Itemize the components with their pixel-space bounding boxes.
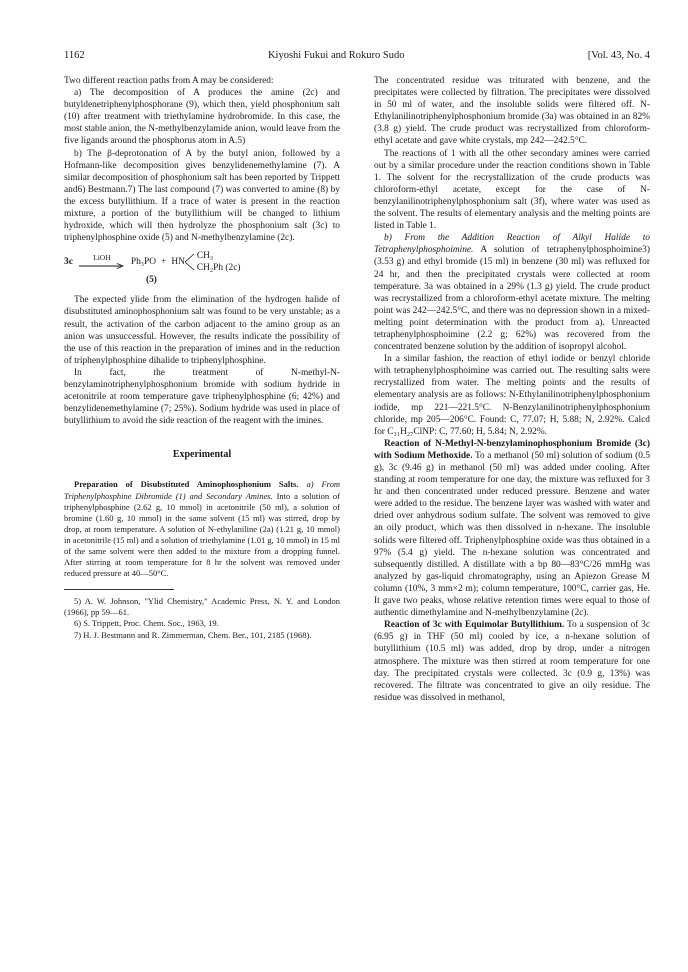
reference-item: 7) H. J. Bestmann and R. Zimmerman, Chem. Ber., 101, 2185 (1968).	[74, 629, 312, 640]
paragraph: In fact, the treatment of N-methyl-N-benzylaminotriphenylphosphonium bromide with sodium hydride in acetonitrile at room temperature gave triphenylphosphine (6; 42%) and benzylidenemethylamine (7; 25%). Sodium hydride was used in place of butyllithium to avoid the side reaction of the reagent with the imines.	[64, 367, 340, 427]
amine-nitrogen: HN	[171, 257, 185, 268]
paragraph-text: To a suspension of 3c (6.95 g) in THF (50 ml) cooled by ice, a n-hexane solution of butyllithium (10.5 ml) was added, drop by drop, under a nitrogen atmosphere. The mixture was then stirred at room temperature for one day. The precipitated crystals were collected. 3c (0.9 g, 13%) was recovered. The filtrate was concentrated to give an oily residue. The residue was dissolved in methanol,	[374, 620, 650, 703]
item-label: a)	[74, 88, 82, 99]
right-column	[374, 75, 650, 704]
paragraph-text: Into a solution of triphenylphosphine (2.62 g, 10 mmol) in acetonitrile (50 ml), a solution of bromine (1.60 g, 10 mmol) in the same solvent (15 ml) was stirred, drop by drop, at room temperature. A solution of N-ethylaniline (2a) (1.21 g, 10 mmol) in acetonitrile (15 ml) and a solution of triethylamine (1.01 g, 10 mmol) in 15 ml of the same solvent were then added to the mixture from a dropping funnel. After stirring at room temperature for 8 hr the solvent was removed under reduced pressure at 40—50°C.	[64, 490, 341, 579]
reaction-arrow	[79, 254, 125, 270]
running-head	[64, 50, 650, 61]
run-in-heading: Reaction of N-Methyl-N-benzylaminophosphonium Bromide (3c) with Sodium Methoxide.	[374, 438, 650, 461]
references	[64, 596, 340, 640]
paragraph: The concentrated residue was triturated with benzene, and the precipitates were collected by filtration. The precipitates were dissolved in 50 ml of water, and the insoluble solids were filtered off. N-Ethylanilinotriphenylphosphonium bromide (3a) was obtained in an 82% (3.8 g) yield. The crude product was recrystallized from chloroform-ethyl acetate and gave white crystals, mp 242—242.5°C.	[374, 76, 650, 147]
run-in-heading: Reaction of 3c with Equimolar Butyllithium.	[384, 620, 565, 631]
footnote-rule	[64, 589, 174, 590]
paragraph: The reactions of 1 with all the other secondary amines were carried out by a similar procedure under the reaction conditions shown in Table 1. The solvent for the recrystallization of the crude products was chloroform-ethyl acetate, except for the case of N-benzylanilinotriphenylphosphonium salt (3f), where water was used as the solvent. The results of elementary analysis and the melting points are listed in Table 1.	[374, 148, 650, 232]
run-in-heading: Preparation of Disubstituted Aminophosphonium Salts.	[74, 479, 299, 490]
reaction-scheme	[64, 250, 340, 286]
two-column-body	[64, 75, 650, 704]
amine-bonds	[185, 251, 195, 273]
paragraph-text: The decomposition of A produces the amine (2c) and butyldenetriphenylphosphorane (9), which then, yield phosphonium salt (10) after treatment with triethylamine hydrobromide. In this case, the most stable anion, the N-methylbenzylamide anion, would leave from the five ligands around the phosphorus atom in A.5)	[64, 88, 340, 147]
left-column	[64, 75, 340, 704]
scheme-label: (5)	[146, 275, 157, 286]
paragraph	[64, 87, 340, 147]
subheading: a) From Triphenylphosphine Dibromide (1) and Secondary Amines.	[64, 479, 341, 501]
scheme-reactant: 3c	[64, 257, 73, 268]
reference-item: 6) S. Trippett, Proc. Chem. Soc., 1963, 19.	[74, 618, 219, 629]
paragraph: In a similar fashion, the reaction of ethyl iodide or benzyl chloride with tetraphenylphosphoimine was carried out. The resulting salts were recrystallized from water. The melting points and the results of elementary analysis are as follows: N-Ethylanilinotriphenylphosphonium iodide, mp 221—221.5°C. N-Benzylanilinotriphenylphosphonium chloride, mp 205—206°C. Found: C, 77.07; H, 5.88; N, 2.92%. Calcd for C₃₁H₂₇ClNP: C, 77.60; H, 5.84; N, 2.92%.	[374, 354, 650, 437]
page-number: 1162	[64, 50, 85, 61]
paragraph: The expected ylide from the elimination of the hydrogen halide of disubstituted aminophosphonium salt was found to be very unstable; as a result, the activation of the carbon adjacent to the amino group as an anion was unsuccessful. However, the results indicate the possibility of the use of this reaction in the preparation of imines and in the reduction of triphenylphosphine dihalide to triphenylphosphine.	[64, 295, 340, 366]
paragraph-text: A solution of tetraphenylphosphoimine3) (3.53 g) and ethyl bromide (15 ml) in benzene (30 ml) was refluxed for 24 hr, and then the precipitated crystals were collected at room temperature. 3a was obtained in a 29% (1.3 g) yield. The crude product was recrystallized from a chloroform-ethyl acetate mixture. The melting point was 242—242.5°C, and there was no depression shown in a mixed-melting point determination with the product from a). Unreacted tetraphenylphosphoimine (2.2 g; 62%) was recovered from the concentrated benzene solution by the addition of isopropyl alcohol.	[374, 245, 650, 353]
paragraph	[64, 479, 340, 579]
paragraph	[64, 148, 340, 245]
item-label: b)	[74, 148, 82, 159]
scheme-plus: +	[161, 257, 167, 268]
paragraph	[374, 619, 650, 704]
paragraph	[374, 232, 650, 353]
running-head-authors: Kiyoshi Fukui and Rokuro Sudo	[267, 50, 405, 61]
volume-issue: [Vol. 43, No. 4	[587, 50, 650, 61]
reference-item: 5) A. W. Johnson, "Ylid Chemistry," Academic Press, N. Y. and London (1966), pp 59—61.	[64, 596, 340, 618]
scheme-product-oxide: Ph₃PO	[130, 257, 157, 268]
scheme-product-amine	[171, 250, 240, 274]
scheme-reagent: LiOH	[93, 253, 111, 263]
paragraph: Two different reaction paths from A may be considered:	[64, 76, 274, 86]
subheading: b) From the Addition Reaction of Alkyl Halide to Tetraphenylphosphoimine.	[374, 233, 650, 256]
paragraph	[374, 438, 650, 619]
section-heading: Experimental	[172, 449, 232, 461]
amine-substituent: CH₂Ph (2c)	[196, 263, 241, 274]
paragraph-text: The β-deprotonation of A by the butyl anion, followed by a Hofmann-like decomposition gives benzylidenemethylamine (7). A similar decomposition of phosphonium salt has been reported by Trippett and6) Bestmann.7) The last compound (7) was converted to amine (8) by the excess butyllithium. If a trace of water is present in the reaction mixture, a portion of the butyllithium will be changed to lithium hydroxide, which will then hydrolyze the phosphonium salt (3c) to triphenylphosphine oxide (5) and N-methylbenzylamine (2c).	[64, 148, 340, 244]
amine-substituent: CH₃	[196, 251, 214, 262]
arrow-icon	[79, 262, 125, 270]
paragraph-text: To a methanol (50 ml) solution of sodium (0.5 g), 3c (9.46 g) in methanol (50 ml) was added under cooling. After standing at room temperature for one day, the mixture was refluxed for 3 hr and then concentrated under reduced pressure. Benzene and water were added to the residue. The benzene layer was washed with water and dried over anhydrous sodium sulfate. The solvent was removed to give an oily product, which was then dissolved in n-hexane. The insoluble solids were filtered off. Triphenylphosphine oxide was thus obtained in a 97% (5.4 g) yield. The n-hexane solution was concentrated and subsequently distilled. A distillate with a bp 80—83°C/26 mmHg was analyzed by gas-liquid chromatography, using an Apiezon Grease M column (10%, 3 mm×2 m); column temperature, 100°C, carrier gas, He. It gave two peaks, whose relative retention times were equal to those of authentic dimethylamine and N-methylbenzylamine (2c).	[374, 450, 651, 619]
